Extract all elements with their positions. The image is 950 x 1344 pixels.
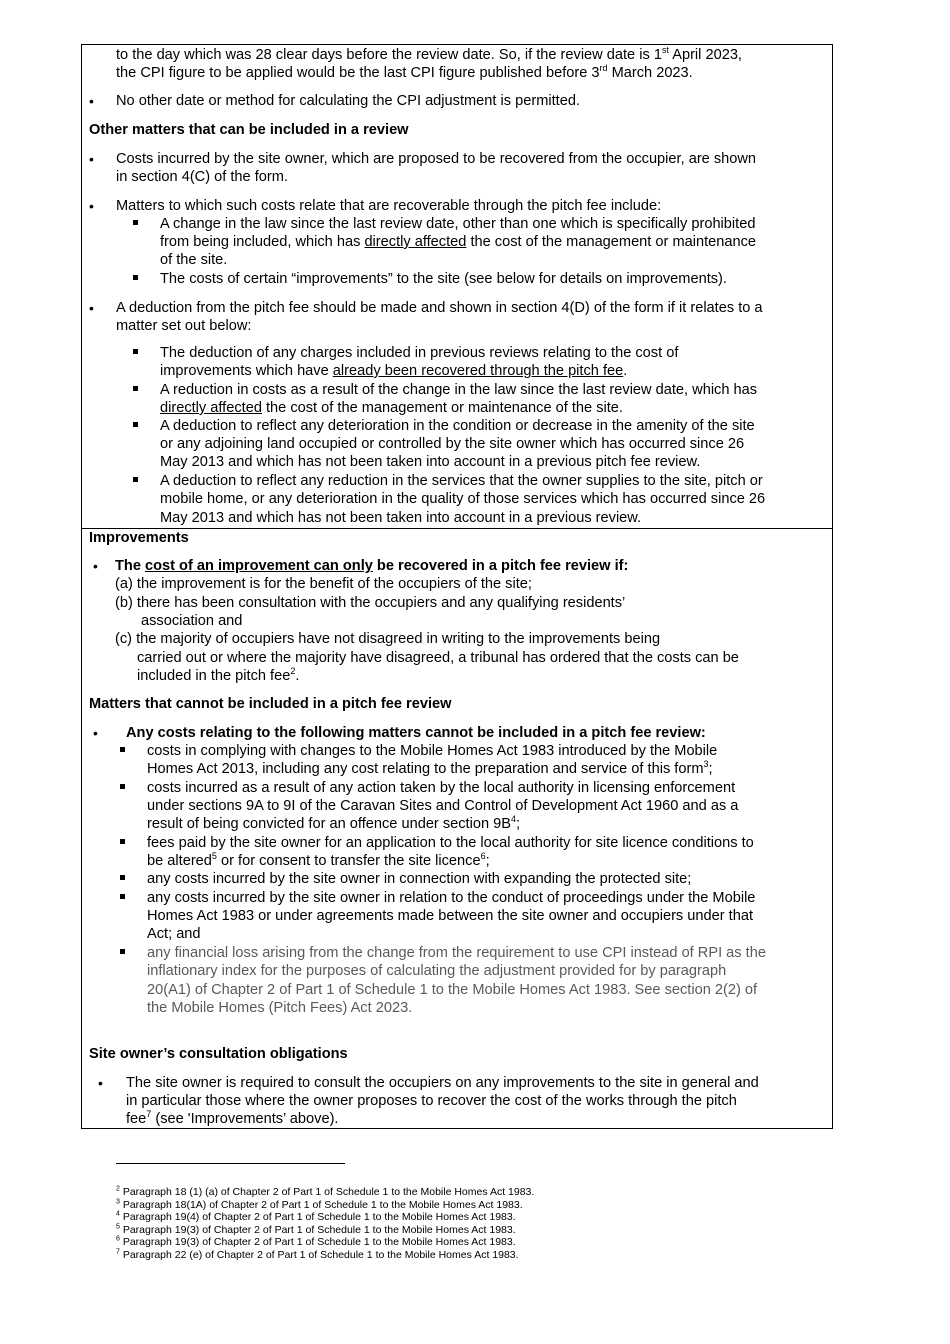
footnote-4: $^4$ Paragraph 19(4) of Chapter 2 of Part 1 of Schedule 1 to the Mobile Homes Act 1983. xyxy=(116,1210,516,1223)
square-bullet-icon xyxy=(120,949,125,954)
proceedings-costs-line-2: Homes Act 1983 or under agreements made between the site owner and occupiers under that xyxy=(147,908,754,924)
bullet-icon: • xyxy=(93,558,98,574)
proceedings-costs-line-3: Act; and xyxy=(147,926,201,942)
consultation-line-1: The site owner is required to consult the occupiers on any improvements to the site in general and xyxy=(126,1075,759,1091)
condition-c-line-1: (c) the majority of occupiers have not disagreed in writing to the improvements being xyxy=(115,631,661,647)
change-in-law-line-1: A change in the law since the last review date, other than one which is specifically prohibited xyxy=(160,216,756,232)
heading-other-matters: Other matters that can be included in a review xyxy=(89,122,409,138)
services-reduction-line-3: May 2013 and which has not been taken into account in a previous review. xyxy=(160,510,642,526)
costs-incurred-line-2: in section 4(C) of the form. xyxy=(116,169,288,185)
reduction-costs-line-2: directly affected the cost of the management or maintenance of the site. xyxy=(160,400,623,416)
square-bullet-icon xyxy=(120,839,125,844)
square-bullet-icon xyxy=(120,875,125,880)
footnote-2: $^2$ Paragraph 18 (1) (a) of Chapter 2 of Part 1 of Schedule 1 to the Mobile Homes Act 1983. xyxy=(116,1185,535,1198)
square-bullet-icon xyxy=(133,275,138,280)
services-reduction-line-2: mobile home, or any deterioration in the quality of those services which has occurred since 26 xyxy=(160,491,766,507)
expanding-site-text: any costs incurred by the site owner in connection with expanding the protected site; xyxy=(147,871,692,887)
improvements-costs-text: The costs of certain “improvements” to the site (see below for details on improvements). xyxy=(160,271,727,287)
deduction-line-2: matter set out below: xyxy=(116,318,252,334)
square-bullet-icon xyxy=(133,477,138,482)
change-in-law-line-2: from being included, which has directly affected the cost of the management or maintenance xyxy=(160,234,757,250)
square-bullet-icon xyxy=(133,422,138,427)
heading-cannot-include: Matters that cannot be included in a pitch fee review xyxy=(89,696,452,712)
cpi-continuation-line-1: to the day which was 28 clear days before the review date. So, if the review date is 1st April 2023, xyxy=(116,45,742,63)
matters-recoverable-text: Matters to which such costs relate that are recoverable through the pitch fee include: xyxy=(116,198,662,214)
bullet-icon: • xyxy=(89,300,94,316)
no-other-method-text: No other date or method for calculating the CPI adjustment is permitted. xyxy=(116,93,580,109)
licence-fees-line-2: be altered$^5$ or for consent to transfer the site licence$^6$; xyxy=(147,851,490,869)
any-costs-text: Any costs relating to the following matters cannot be included in a pitch fee review: xyxy=(126,725,706,741)
bullet-icon: • xyxy=(89,93,94,109)
condition-a: (a) the improvement is for the benefit of the occupiers of the site; xyxy=(115,576,532,592)
footnote-7: $^7$ Paragraph 22 (e) of Chapter 2 of Part 1 of Schedule 1 to the Mobile Homes Act 1983. xyxy=(116,1248,519,1261)
proceedings-costs-line-1: any costs incurred by the site owner in relation to the conduct of proceedings under the Mobile xyxy=(147,890,756,906)
financial-loss-line-1: any financial loss arising from the change from the requirement to use CPI instead of RPI as the xyxy=(147,945,766,961)
bullet-icon: • xyxy=(89,198,94,214)
heading-consultation: Site owner’s consultation obligations xyxy=(89,1046,348,1062)
condition-c-line-3: included in the pitch fee$^2$. xyxy=(137,666,300,684)
condition-b-line-1: (b) there has been consultation with the occupiers and any qualifying residents’ xyxy=(115,595,626,611)
deduction-line-1: A deduction from the pitch fee should be made and shown in section 4(D) of the form if it relates to a xyxy=(116,300,763,316)
square-bullet-icon xyxy=(133,220,138,225)
square-bullet-icon xyxy=(133,349,138,354)
consultation-line-2: in particular those where the owner proposes to recover the cost of the works through the pitch xyxy=(126,1093,737,1109)
financial-loss-line-2: inflationary index for the purposes of calculating the adjustment provided for by paragraph xyxy=(147,963,727,979)
financial-loss-line-4: the Mobile Homes (Pitch Fees) Act 2023. xyxy=(147,1000,413,1016)
deterioration-line-1: A deduction to reflect any deterioration in the condition or decrease in the amenity of the site xyxy=(160,418,755,434)
deduction-charges-line-2: improvements which have already been recovered through the pitch fee. xyxy=(160,363,628,379)
financial-loss-line-3: 20(A1) of Chapter 2 of Part 1 of Schedule 1 to the Mobile Homes Act 1983. See section 2(2) of xyxy=(147,982,758,998)
footnote-5: $^5$ Paragraph 19(3) of Chapter 2 of Part 1 of Schedule 1 to the Mobile Homes Act 1983. xyxy=(116,1223,516,1236)
deterioration-line-2: or any adjoining land occupied or controlled by the site owner which has occurred since 26 xyxy=(160,436,745,452)
services-reduction-line-1: A deduction to reflect any reduction in the services that the owner supplies to the site, pitch or xyxy=(160,473,763,489)
cost-improvement-text: The cost of an improvement can only be recovered in a pitch fee review if: xyxy=(115,558,629,574)
square-bullet-icon xyxy=(120,894,125,899)
square-bullet-icon xyxy=(133,386,138,391)
bullet-icon: • xyxy=(93,725,98,741)
bullet-icon: • xyxy=(98,1075,103,1091)
cpi-continuation-line-2: the CPI figure to be applied would be the last CPI figure published before 3rd March 2023. xyxy=(116,63,693,81)
licensing-enforcement-line-2: under sections 9A to 9I of the Caravan Sites and Control of Development Act 1960 and as a xyxy=(147,798,739,814)
bullet-icon: • xyxy=(89,151,94,167)
change-in-law-line-3: of the site. xyxy=(160,252,228,268)
square-bullet-icon xyxy=(120,747,125,752)
deduction-charges-line-1: The deduction of any charges included in previous reviews relating to the cost of xyxy=(160,345,679,361)
footnote-3: $^3$ Paragraph 18(1A) of Chapter 2 of Part 1 of Schedule 1 to the Mobile Homes Act 1983. xyxy=(116,1198,523,1211)
mha-compliance-line-1: costs in complying with changes to the Mobile Homes Act 1983 introduced by the Mobile xyxy=(147,743,718,759)
licence-fees-line-1: fees paid by the site owner for an application to the local authority for site licence conditions to xyxy=(147,835,754,851)
reduction-costs-line-1: A reduction in costs as a result of the change in the law since the last review date, which has xyxy=(160,382,758,398)
condition-c-line-2: carried out or where the majority have disagreed, a tribunal has ordered that the costs can be xyxy=(137,650,739,666)
heading-improvements: Improvements xyxy=(89,530,189,546)
licensing-enforcement-line-3: result of being convicted for an offence under section $9B^4$; xyxy=(147,814,521,832)
condition-b-line-2: association and xyxy=(141,613,243,629)
mha-compliance-line-2: Homes Act 2013, including any cost relating to the preparation and service of this form$^3$; xyxy=(147,759,713,777)
consultation-line-3: fee$^7$ (see 'Improvements’ above). xyxy=(126,1109,339,1127)
footnote-6: $^6$ Paragraph 19(3) of Chapter 2 of Part 1 of Schedule 1 to the Mobile Homes Act 1983. xyxy=(116,1235,516,1248)
deterioration-line-3: May 2013 and which has not been taken into account in a previous pitch fee review. xyxy=(160,454,701,470)
licensing-enforcement-line-1: costs incurred as a result of any action taken by the local authority in licensing enforcement xyxy=(147,780,736,796)
square-bullet-icon xyxy=(120,784,125,789)
costs-incurred-line-1: Costs incurred by the site owner, which are proposed to be recovered from the occupier, are shown xyxy=(116,151,757,167)
footnote-separator xyxy=(116,1163,345,1164)
